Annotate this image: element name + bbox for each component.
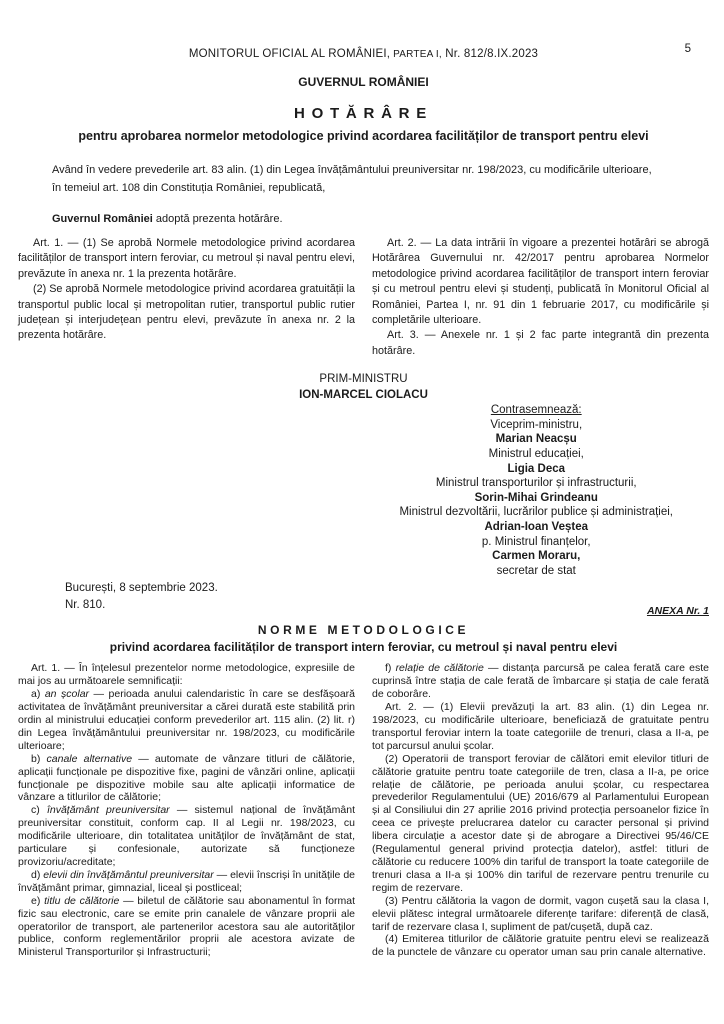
signature-line xyxy=(364,520,710,535)
text-segment: Adrian-Ioan Veștea xyxy=(484,521,589,533)
text-segment: — perioada anului calendaristic în care se desfășoară activitatea de învățământ preuniversitar a cărei durată este stabilită prin ordin al ministrului educației conform prevederilor art. 115 alin. (2) lit. r) din Legea învățământului preuniversitar nr. 198/2023, cu modificările ulterioare; xyxy=(18,688,355,752)
preamble xyxy=(18,161,709,228)
text-segment: Carmen Moraru, xyxy=(492,550,581,563)
paragraph xyxy=(372,662,709,701)
text-segment: an școlar xyxy=(44,688,90,701)
paragraph xyxy=(372,753,709,895)
paragraph xyxy=(18,210,709,228)
annex-right-column xyxy=(372,662,709,959)
text-segment: Art. 1. — În înțelesul prezentelor norme metodologice, expresiile de mai jos au următoarele semnificații: xyxy=(18,662,355,688)
decision-right-column xyxy=(372,236,709,359)
masthead-part: PARTEA I, xyxy=(390,49,442,60)
text-segment: Având în vedere prevederile art. 83 alin. (1) din Legea învățământului preuniversitar nr. 198/2023, cu modificările ulterioare, xyxy=(52,164,652,176)
text-segment: — automate de vânzare titluri de călătorie, aplicații funcționale pe dispozitive fixe, pagini de vânzări online, aplicații funcționale pe dispozitive mobile sau alte aplicații informatice de vânzare a titlurilor de călătorie; xyxy=(18,752,356,804)
text-segment: c) xyxy=(31,804,47,817)
act-title: HOTĂRÂRE xyxy=(294,105,433,122)
signature-line xyxy=(364,564,710,579)
text-segment: f) xyxy=(385,662,396,675)
text-segment: învățământ preuniversitar xyxy=(46,804,170,817)
text-segment: Sorin-Mihai Grindeanu xyxy=(474,491,598,504)
text-segment: Viceprim-ministru, xyxy=(490,418,583,431)
text-segment: Art. 2. — (1) Elevii prevăzuți la art. 83 alin. (1) din Legea nr. 198/2023, cu modificările ulterioare, beneficiază de gratuitate pentru transportul feroviar intern la toate categoriile de trenuri, clasa a II-a, pe tot parcursul anului școlar. xyxy=(372,701,709,752)
text-segment: Art. 2. — La data intrării în vigoare a prezentei hotărâri se abrogă Hotărârea Guvernului nr. 42/2017 pentru aprobarea Normelor metodologice privind acordarea facilităților de transport intern feroviar și cu metroul pentru elevi și studenți, publicată în Monitorul Oficial al României, Partea I, nr. 91 din 1 februarie 2017, cu modificările și completările ulterioare. xyxy=(372,237,709,327)
pm-role: PRIM-MINISTRU xyxy=(319,373,408,386)
text-segment: (2) Operatorii de transport feroviar de călători emit elevilor titluri de călătorie gratuite pentru toate categoriile de tren, clasa a II-a, pe orice relație de călătorie, pe perioada anului școlar, cu respectarea prevederilor Regulamentului (UE) 2016/679 al Parlamentului European și al Consiliului din 27 aprilie 2016 privind protecția persoanelor fizice în ceea ce privește prelucrarea datelor cu caracter personal și privind libera circulație a acestor date și de abrogare a Directivei 95/46/CE (Regulamentul general privind protecția datelor), astfel: titluri de călătorie cu reducere 100% din tariful de transport la toate categoriile de trenuri clasa a II-a și 100% din tariful de rezervare pentru trenurile cu regim de rezervare. xyxy=(372,752,709,894)
paragraph xyxy=(18,161,709,179)
paragraph xyxy=(18,895,355,960)
text-segment: (3) Pentru călătoria la vagon de dormit, vagon cușetă sau la clasa I, elevii plătesc integral următoarele diferențe tarifare: diferență de clasă, tarif de rezervare clasa I, supliment de pat/cușetă, după caz. xyxy=(372,894,709,933)
masthead-title: MONITORUL OFICIAL AL ROMÂNIEI, xyxy=(188,48,391,60)
annex-body xyxy=(18,662,709,959)
signature-line xyxy=(364,505,710,520)
signature-line xyxy=(364,462,710,477)
signature-line xyxy=(364,491,710,506)
paragraph xyxy=(18,869,355,895)
annex-label-row xyxy=(18,605,709,617)
paragraph xyxy=(372,933,709,959)
text-segment: Art. 3. — Anexele nr. 1 și 2 fac parte integrantă din prezenta hotărâre. xyxy=(372,329,709,357)
act-subtitle: pentru aprobarea normelor metodologice privind acordarea facilităților de transport pentru elevi xyxy=(78,129,649,143)
text-segment: — biletul de călătorie sau abonamentul în format fizic sau electronic, care se emite prin canalele de vânzare proprii ale operatorilor de transport, ale partenerilor acestora sau ale autorităților publice, conform reglementărilor proprii ale acestora avizate de Ministerul Transporturilor și Infrastructurii; xyxy=(18,894,355,959)
text-segment: secretar de stat xyxy=(496,564,576,577)
text-segment: elevii din învățământul preuniversitar xyxy=(43,868,214,881)
text-segment: Contrasemnează: xyxy=(490,404,582,417)
paragraph xyxy=(18,688,355,753)
text-segment: Marian Neacșu xyxy=(495,433,577,446)
text-segment: Ministrul transporturilor și infrastructurii, xyxy=(435,477,637,490)
text-segment: Ligia Deca xyxy=(507,462,566,475)
text-segment: — elevii înscriși în unitățile de învățământ primar, gimnazial, liceal și postliceal; xyxy=(18,868,355,894)
decision-left-column xyxy=(18,236,355,359)
annex-label: ANEXA Nr. 1 xyxy=(646,605,709,618)
masthead xyxy=(18,0,709,62)
text-segment: — distanța parcursă pe calea ferată care este cuprinsă între stația de cale ferată de îmbarcare și stația de cale ferată de coborâre. xyxy=(372,662,709,701)
text-segment: adoptă prezenta hotărâre. xyxy=(152,213,283,225)
text-segment: Ministrul dezvoltării, lucrărilor publice și administrației, xyxy=(399,506,674,519)
page-number: 5 xyxy=(684,43,691,55)
paragraph xyxy=(372,895,709,934)
paragraph xyxy=(18,282,355,344)
text-segment: Guvernul României xyxy=(52,213,153,225)
paragraph xyxy=(372,328,709,359)
text-segment: în temeiul art. 108 din Constituția României, republicată, xyxy=(52,182,326,194)
issue-number: Nr. 810. xyxy=(65,598,106,611)
issuer-title: GUVERNUL ROMÂNIEI xyxy=(298,75,429,89)
text-segment: a) xyxy=(31,688,45,701)
paragraph xyxy=(18,662,355,688)
text-segment: d) xyxy=(31,868,44,881)
signature-line xyxy=(364,403,710,418)
decision-body xyxy=(18,236,709,359)
paragraph xyxy=(18,179,709,197)
annex-subtitle: privind acordarea facilităților de transport intern feroviar, cu metroul și naval pentru elevi xyxy=(109,640,618,655)
signature-line xyxy=(364,549,710,564)
text-segment: b) xyxy=(31,752,47,765)
text-segment: — sistemul național de învățământ preuniversitar constituit, conform cap. II al Legii nr. 198/2023, cu modificările ulterioare, din totalitatea unităților de învățământ de stat, particulare și confesionale, autorizate să funcționeze provizoriu/acreditate; xyxy=(18,804,355,868)
text-segment: canale alternative xyxy=(46,752,133,765)
prime-minister-block xyxy=(18,372,709,403)
text-segment: (4) Emiterea titlurilor de călătorie gratuite pentru elevi se realizează de la punctele de vânzare cu operator uman sau prin canale alternative. xyxy=(372,933,709,959)
text-segment: (2) Se aprobă Normele metodologice privind acordarea gratuității la transportul public local și metropolitan rutier, transportul public rutier județean și interjudețean pentru elevi, prevăzute în anexa nr. 2 la prezenta hotărâre. xyxy=(18,283,355,342)
paragraph xyxy=(18,804,355,869)
paragraph xyxy=(18,753,355,805)
countersign-block xyxy=(364,403,710,578)
paragraph xyxy=(372,236,709,328)
annex-left-column xyxy=(18,662,355,959)
signature-line xyxy=(364,432,710,447)
signature-line xyxy=(364,476,710,491)
issue-place-date: București, 8 septembrie 2023. xyxy=(65,582,218,595)
text-segment: titlu de călătorie xyxy=(44,894,120,907)
paragraph xyxy=(18,236,355,282)
signature-line xyxy=(364,447,710,462)
text-segment: e) xyxy=(31,894,45,907)
text-segment: Art. 1. — (1) Se aprobă Normele metodologice privind acordarea facilităților de transport intern feroviar, cu metroul și naval pentru elevi, prevăzute în anexa nr. 1 la prezenta hotărâre. xyxy=(18,237,355,280)
pm-name: ION-MARCEL CIOLACU xyxy=(299,388,428,401)
text-segment: relație de călătorie xyxy=(395,662,484,675)
annex-title: NORME METODOLOGICE xyxy=(257,623,470,638)
text-segment: Ministrul educației, xyxy=(488,448,584,461)
text-segment: p. Ministrul finanțelor, xyxy=(481,535,591,548)
signature-line xyxy=(364,535,710,550)
paragraph xyxy=(372,701,709,753)
masthead-issue: Nr. 812/8.IX.2023 xyxy=(441,48,539,60)
signature-line xyxy=(364,418,710,433)
